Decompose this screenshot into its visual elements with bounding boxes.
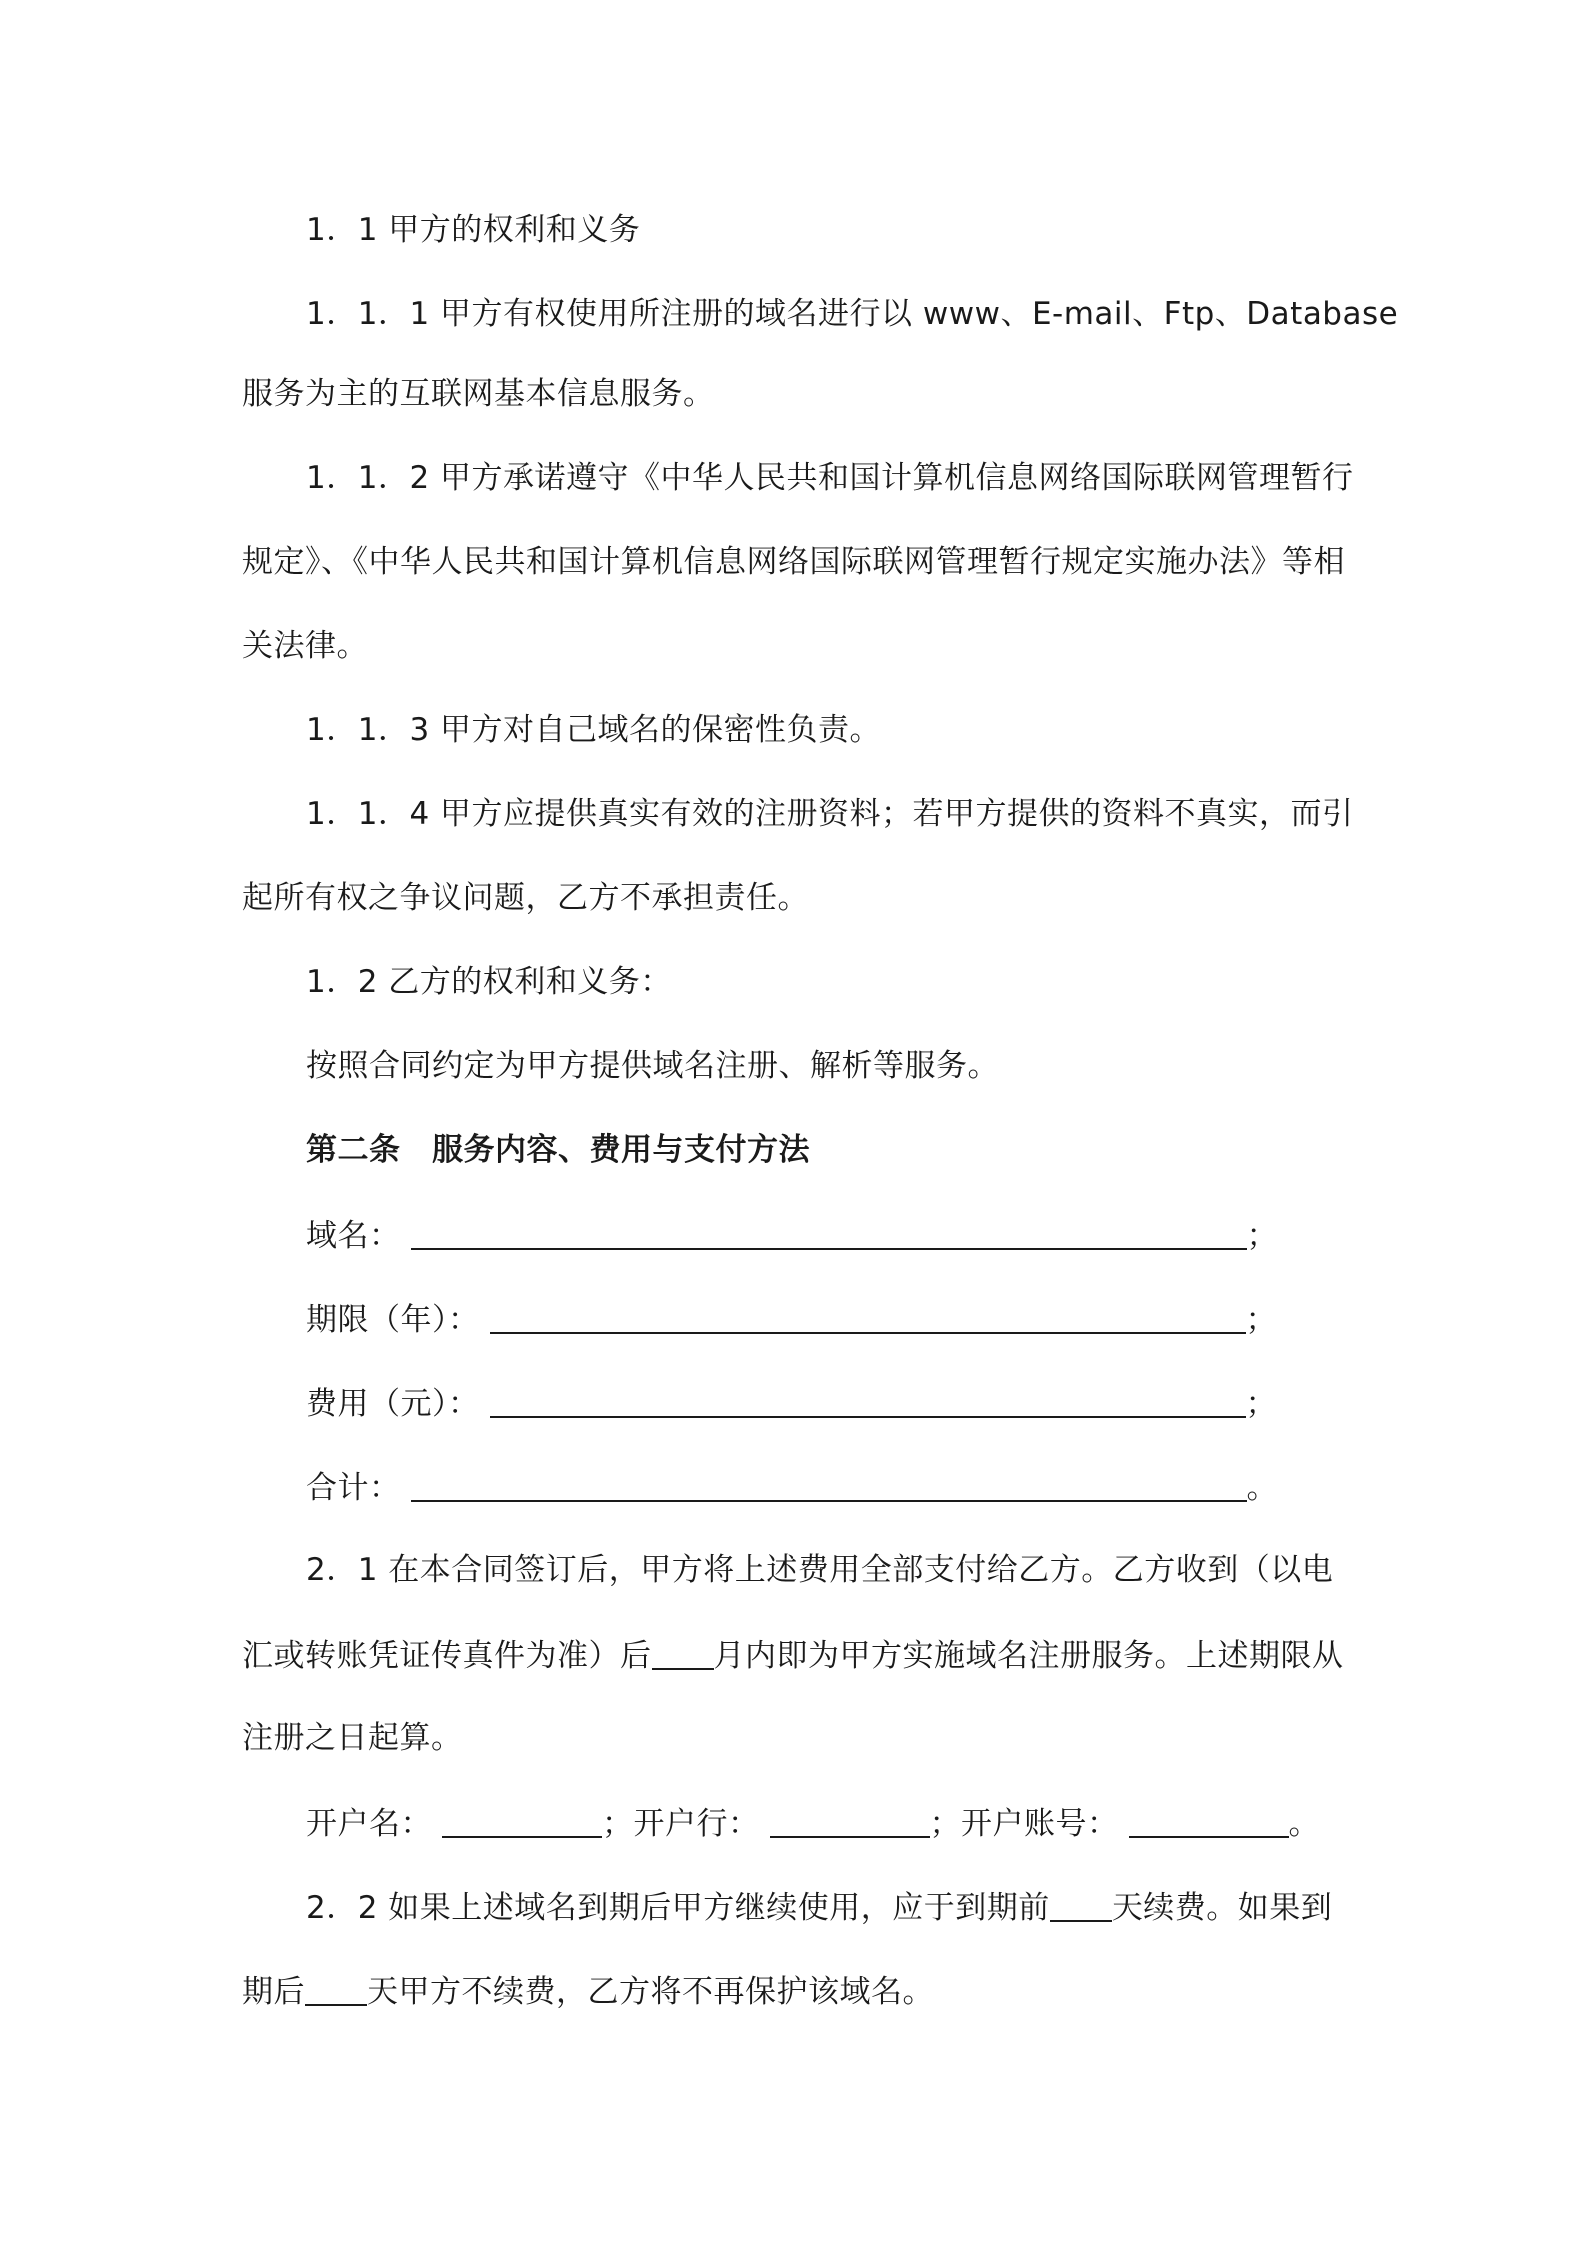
grace-days-blank[interactable] [305,1970,367,2006]
item-2-1-line-2-post: 月内即为甲方实施域名注册服务。上述期限从 [713,1638,1344,1674]
account-no-blank[interactable] [1129,1802,1289,1838]
domain-label: 域名： [306,1218,401,1254]
bank-info-end: 。 [1288,1806,1320,1842]
item-1-1-3: 1．1．3 甲方对自己域名的保密性负责。 [306,712,882,748]
item-2-2-line-1-post: 天续费。如果到 [1111,1890,1333,1926]
fee-semicolon: ； [1245,1386,1277,1422]
item-2-1-line-2-pre: 汇或转账凭证传真件为准）后 [242,1638,652,1674]
bank-info-row [306,1802,1320,1844]
months-blank[interactable] [652,1634,714,1670]
item-2-2-line-2 [242,1970,934,2012]
term-semicolon: ； [1245,1302,1277,1338]
section-1-2-heading: 1．2 乙方的权利和义务： [306,964,672,1000]
fee-label: 费用（元）： [306,1386,480,1422]
item-1-1-1-line-1: 1．1．1 甲方有权使用所注册的域名进行以 www、E-mail、Ftp、Database [306,296,1399,332]
item-1-1-2-line-2: 规定》、《中华人民共和国计算机信息网络国际联网管理暂行规定实施办法》等相 [242,544,1345,580]
section-1-2-body: 按照合同约定为甲方提供域名注册、解析等服务。 [306,1048,999,1084]
item-2-1-line-2 [242,1634,1344,1676]
item-1-1-4-line-1: 1．1．4 甲方应提供真实有效的注册资料；若甲方提供的资料不真实，而引 [306,796,1354,832]
total-label: 合计： [306,1470,401,1506]
item-1-1-2-line-3: 关法律。 [242,628,368,664]
section-1-1-heading: 1．1 甲方的权利和义务 [306,212,641,248]
item-2-2-line-2-post: 天甲方不续费，乙方将不再保护该域名。 [367,1974,934,2010]
term-blank[interactable] [490,1298,1246,1334]
term-label: 期限（年）： [306,1302,480,1338]
item-1-1-1-line-2: 服务为主的互联网基本信息服务。 [242,376,715,412]
item-2-1-line-3: 注册之日起算。 [242,1720,463,1756]
item-1-1-4-line-2: 起所有权之争议问题，乙方不承担责任。 [242,880,809,916]
item-2-2-line-2-pre: 期后 [242,1974,305,2010]
bank-blank[interactable] [770,1802,930,1838]
renew-days-blank[interactable] [1050,1886,1112,1922]
article-2-title: 第二条 服务内容、费用与支付方法 [306,1132,810,1168]
term-field-row [306,1298,1277,1340]
fee-field-row [306,1382,1277,1424]
item-1-1-2-line-1: 1．1．2 甲方承诺遵守《中华人民共和国计算机信息网络国际联网管理暂行 [306,460,1354,496]
fee-blank[interactable] [490,1382,1246,1418]
domain-semicolon: ； [1246,1218,1278,1254]
total-blank[interactable] [411,1466,1247,1502]
domain-field-row [306,1214,1278,1256]
total-period: 。 [1246,1470,1278,1506]
item-2-2-line-1 [306,1886,1332,1928]
item-2-2-line-1-pre: 2．2 如果上述域名到期后甲方继续使用，应于到期前 [306,1890,1050,1926]
account-name-blank[interactable] [442,1802,602,1838]
account-name-label: 开户名： [306,1806,432,1842]
total-field-row [306,1466,1278,1508]
item-2-1-line-1: 2．1 在本合同签订后，甲方将上述费用全部支付给乙方。乙方收到（以电 [306,1552,1334,1588]
bank-label: ；开户行： [602,1806,760,1842]
domain-blank[interactable] [411,1214,1247,1250]
account-no-label: ；开户账号： [929,1806,1119,1842]
